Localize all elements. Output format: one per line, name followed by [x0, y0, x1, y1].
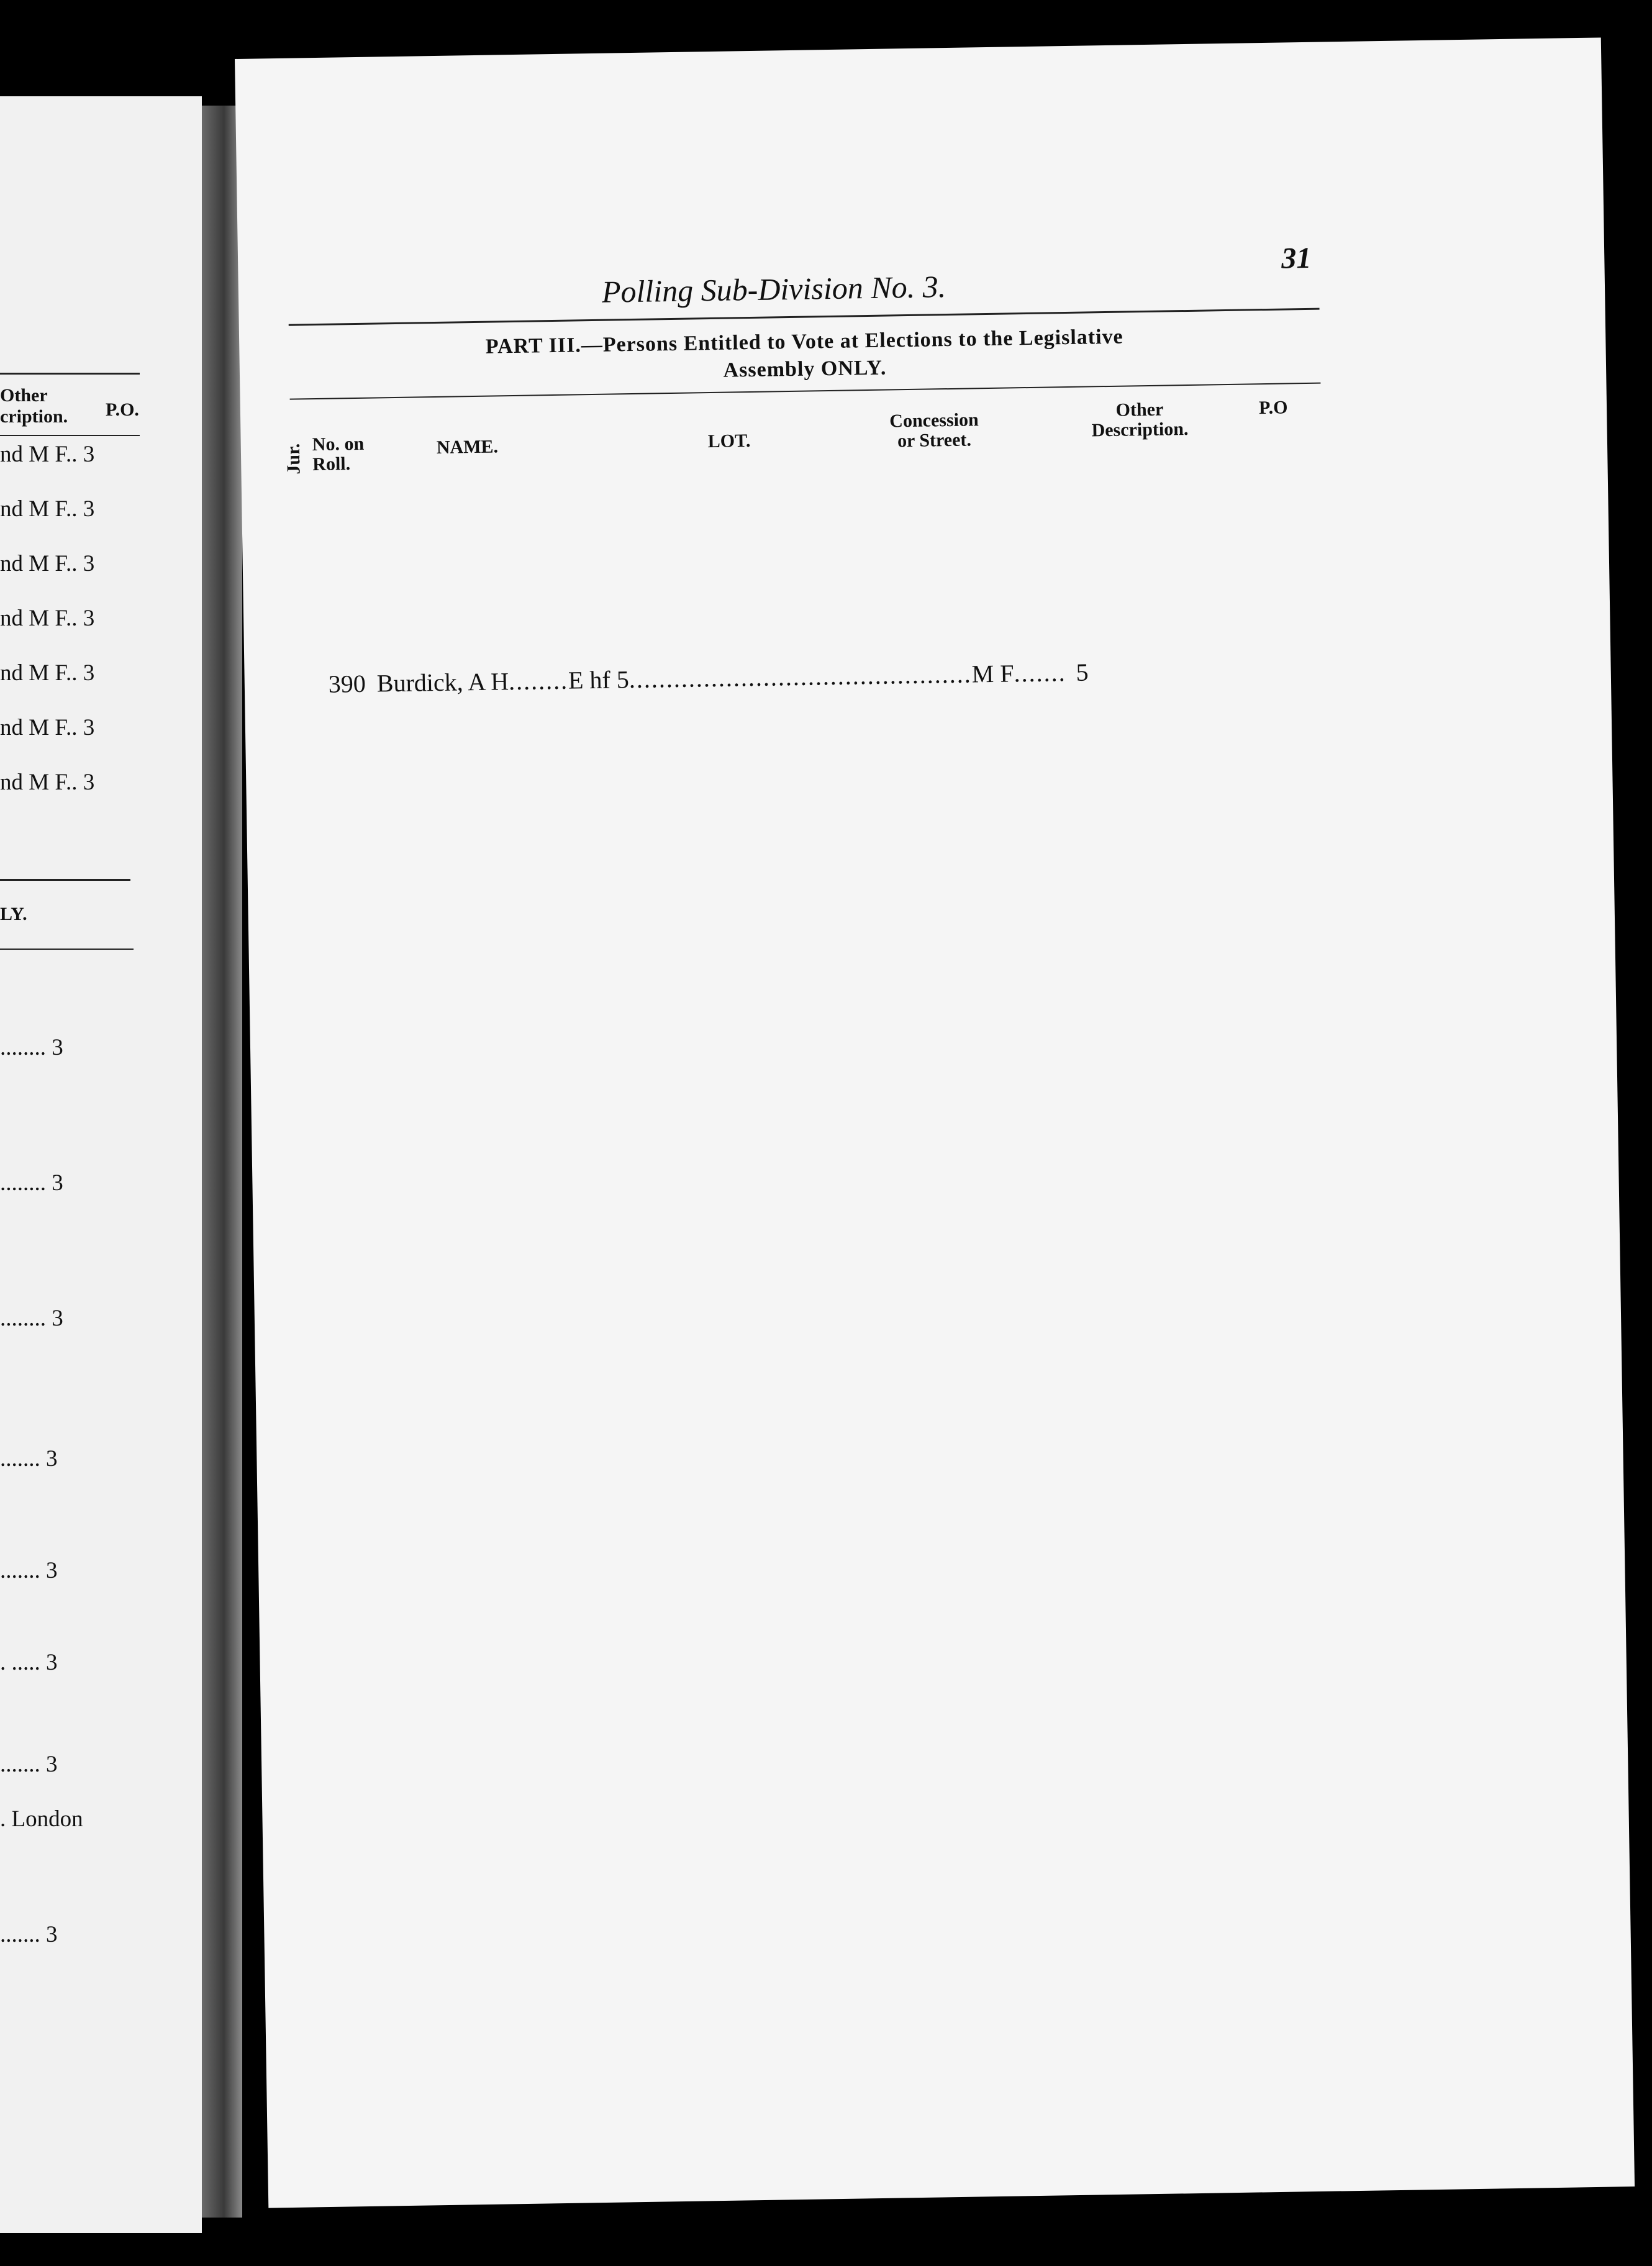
entry-po: 5: [1076, 658, 1089, 686]
left-lower-row-3: ........ 3: [0, 1306, 63, 1331]
left-row-1: nd M F.. 3: [0, 442, 95, 467]
left-part-rule-bottom: [0, 949, 134, 950]
part-title: [301, 321, 1308, 391]
left-row-7: nd M F.. 3: [0, 770, 95, 795]
left-col-head-description: Other cription.: [0, 385, 68, 427]
left-head-rule: [0, 435, 140, 436]
running-head: Polling Sub-Division No. 3.: [601, 269, 946, 309]
left-lower-row-1: ........ 3: [0, 1035, 63, 1060]
left-lower-row-5: ....... 3: [0, 1558, 58, 1583]
entry-description: M F: [971, 659, 1014, 688]
part-title-line-1: PART III.—Persons Entitled to Vote at Elections to the Legislative: [485, 325, 1123, 358]
list-item: [328, 658, 1088, 699]
col-head-name: NAME.: [436, 436, 499, 458]
left-row-4: nd M F.. 3: [0, 606, 95, 631]
left-lower-row-8: . London: [0, 1806, 83, 1832]
col-head-po: P.O: [1258, 397, 1288, 419]
col-head-lot: LOT.: [707, 430, 751, 452]
entry-roll-number: 390: [328, 669, 366, 698]
entry-name: Burdick, A H: [376, 667, 509, 698]
left-lower-row-9: ....... 3: [0, 1922, 58, 1947]
left-row-5: nd M F.. 3: [0, 660, 95, 686]
left-row-6: nd M F.. 3: [0, 715, 95, 740]
part-title-line-2: Assembly ONLY.: [723, 356, 887, 382]
col-head-no-on-roll: No. on Roll.: [312, 433, 365, 475]
col-head-other-description: Other Description.: [1091, 399, 1189, 441]
left-row-2: nd M F.. 3: [0, 496, 95, 522]
right-page: [235, 37, 1635, 2208]
left-part-rule-top: [0, 879, 130, 881]
left-lower-row-4: ....... 3: [0, 1446, 58, 1472]
book-gutter: [202, 106, 242, 2218]
leader-dots: ........: [508, 666, 569, 696]
left-part-title-fragment: LY.: [0, 904, 27, 924]
leader-dots: ..............................................: [629, 660, 973, 694]
entry-lot: E hf 5: [568, 665, 630, 694]
left-top-rule: [0, 373, 140, 375]
leader-dots: .......: [1014, 658, 1066, 688]
left-col-head-po: P.O.: [106, 399, 139, 420]
left-lower-row-2: ........ 3: [0, 1170, 63, 1196]
col-head-concession: Concession or Street.: [889, 409, 979, 452]
page-number: 31: [1281, 241, 1312, 275]
left-lower-row-7: ....... 3: [0, 1752, 58, 1777]
left-page-fragment: [0, 96, 202, 2233]
left-row-3: nd M F.. 3: [0, 551, 95, 576]
col-head-jur: Jur.: [283, 443, 304, 475]
left-lower-row-6: . ..... 3: [0, 1650, 58, 1675]
